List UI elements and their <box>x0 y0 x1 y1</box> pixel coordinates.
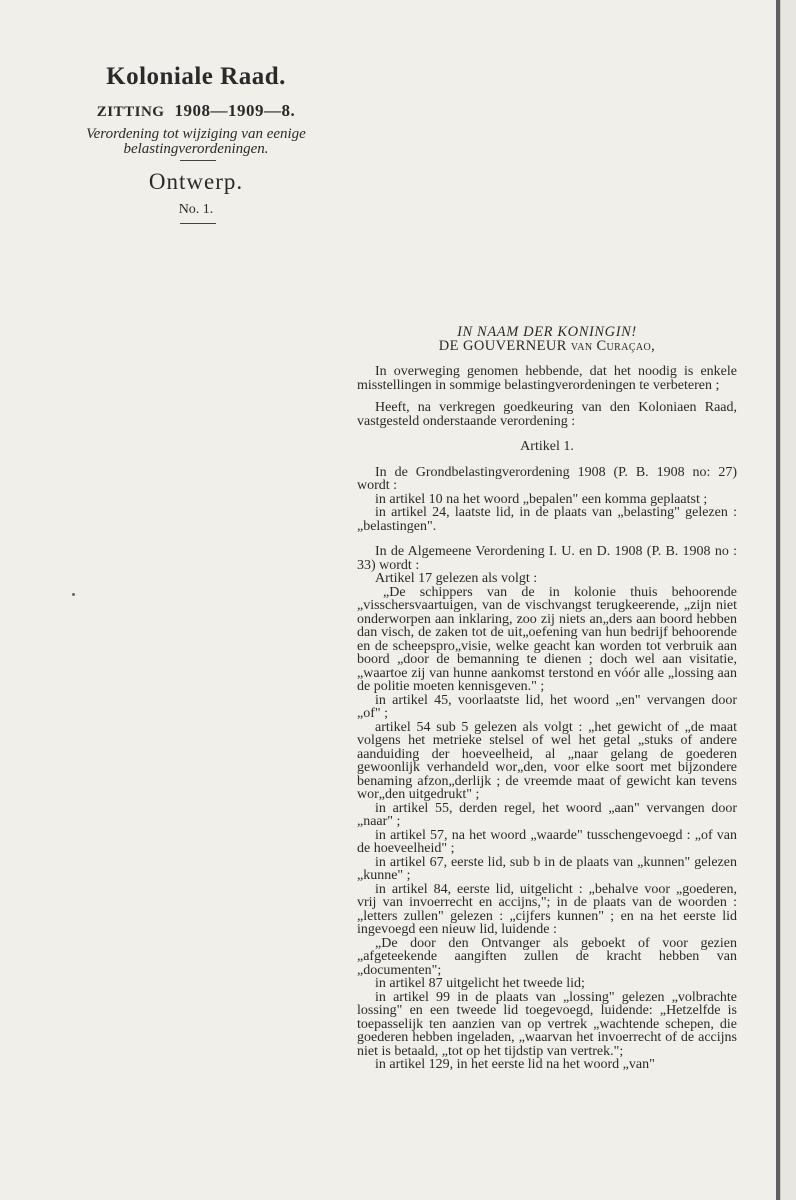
session-line <box>60 101 332 121</box>
article-paragraph: in artikel 45, voorlaatste lid, het woord „en" vervangen door „of" ; <box>357 692 737 721</box>
divider-rule-bottom <box>180 223 216 224</box>
article-paragraph: in artikel 55, derden regel, het woord „aan" vervangen door „naar" ; <box>357 800 737 829</box>
session-label: ZITTING <box>96 104 165 120</box>
article-paragraph: in artikel 24, laatste lid, in de plaats van „belasting" gelezen : „belastingen". <box>357 505 737 534</box>
decree-body <box>357 326 737 1072</box>
document-number: No. 1. <box>178 202 214 217</box>
article-paragraph: artikel 54 sub 5 gelezen als volgt : „het gewicht of „de maat volgens het metrieke stelsel of wel het getal „stuks of andere aanduiding der hoeveelheid, al „naar gelang de goederen gewoonlijk verhandeld wor„den, voor elke soort met bijzondere benaming afzon„derlijk ; de vreemde maat of gewicht kan tevens wor„den uitgedrukt" ; <box>357 719 737 802</box>
salutation: IN NAAM DER KONINGIN! <box>457 324 637 340</box>
subject-line-1: Verordening tot wijziging van eenige <box>86 126 306 142</box>
session-years: 1908—1909—8. <box>174 101 296 120</box>
subject-title <box>60 127 332 157</box>
article-paragraph: In de Grondbelastingverordening 1908 (P. B. 1908 no: 27) wordt : <box>357 464 737 493</box>
article-paragraph: In de Algemeene Verordening I. U. en D. 1908 (P. B. 1908 no : 33) wordt : <box>357 544 737 573</box>
page-edge-binding <box>780 0 796 1200</box>
article-paragraph: in artikel 57, na het woord „waarde" tusschengevoegd : „of van de hoeveelheid" ; <box>357 827 737 856</box>
subject-line-2: belastingverordeningen. <box>123 141 269 157</box>
article-paragraph: in artikel 67, eerste lid, sub b in de plaats van „kunnen" gelezen „kunne" ; <box>357 854 737 883</box>
article-paragraph: in artikel 87 uitgelicht het tweede lid; <box>375 976 585 991</box>
document-title: Koloniale Raad. <box>106 63 286 90</box>
article-paragraph: „De door den Ontvanger als geboekt of voor gezien „afgeteekende aangiften zullen de kracht hebben van „documenten"; <box>357 935 737 978</box>
preamble-paragraph: Heeft, na verkregen goedkeuring van den Koloniaen Raad, vastgesteld onderstaande verordening : <box>357 400 737 429</box>
governor-line <box>357 337 737 354</box>
preamble-paragraph: In overweging genomen hebbende, dat het noodig is enkele misstellingen in sommige belastingverordeningen te verbeteren ; <box>357 364 737 393</box>
article-paragraph: „De schippers van de in kolonie thuis behoorende „visschersvaartuigen, van de vischvangst terugkeerende, „zijn niet onderworpen aan inklaring, zoo zij niets an„ders aan boord hebben dan visch, de zaken tot de uit„oefening van hun bedrijf behoorende en de scheepspro„visie, welke geacht kan worden tot verbruik aan boord „door de bemanning te dienen ; doch wel aan visitatie, „waartoe zij van hunne aankomst terstond en vóór alle „lossing aan de politie moeten kennisgeven." ; <box>357 584 737 694</box>
draft-label: Ontwerp. <box>148 169 244 194</box>
article-paragraph: in artikel 129, in het eerste lid na het woord „van" <box>375 1057 655 1072</box>
divider-rule <box>180 160 216 161</box>
governor-main: DE GOUVERNEUR <box>438 337 567 354</box>
governor-place: van Curaçao, <box>570 337 656 354</box>
speck-mark <box>72 593 75 596</box>
article-paragraph: in artikel 99 in de plaats van „lossing" gelezen „volbrachte lossing" en een tweede lid toegevoegd, luidende: „Hetzelfde is toepasselijk ten aanzien van op vertrek „wachtende schepen, die goederen hebben ingeladen, „waarvan het invoerrecht of de accijns niet is betaald, „tot op het tijdstip van vertrek."; <box>357 989 737 1059</box>
article-paragraph: in artikel 84, eerste lid, uitgelicht : „behalve voor „goederen, vrij van invoerrecht en accijns,"; in de plaats van de woorden : „letters zullen" gelezen : „cijfers kunnen" ; en na het eerste lid ingevoegd een nieuw lid, luidende : <box>357 881 737 937</box>
article-paragraph: in artikel 10 na het woord „bepalen" een komma geplaatst ; <box>375 491 708 507</box>
article-title: Artikel 1. <box>520 439 574 454</box>
article-paragraph: Artikel 17 gelezen als volgt : <box>375 571 538 586</box>
